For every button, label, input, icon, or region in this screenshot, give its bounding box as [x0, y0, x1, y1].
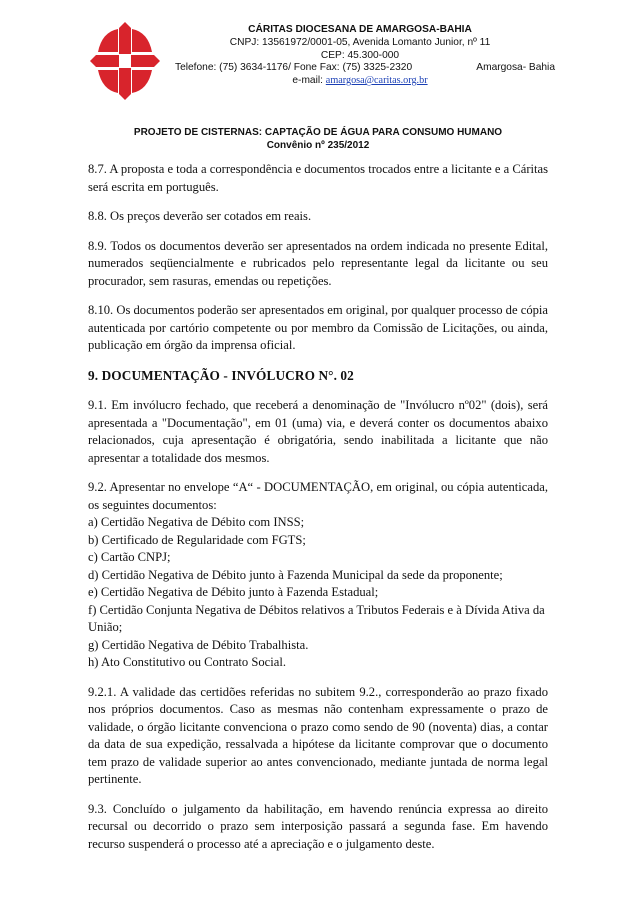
project-header: [88, 127, 548, 153]
project-title: PROJETO DE CISTERNAS: CAPTAÇÃO DE ÁGUA PARA CONSUMO HUMANO: [133, 127, 503, 138]
list-item-c: c) Cartão CNPJ;: [88, 550, 171, 564]
cnpj-address: CNPJ: 13561972/0001-05, Avenida Lomanto Junior, nº 11: [229, 36, 491, 48]
list-item-g: g) Certidão Negativa de Débito Trabalhista.: [88, 637, 309, 652]
list-item-a: a) Certidão Negativa de Débito com INSS;: [88, 515, 305, 529]
list-item-d: d) Certidão Negativa de Débito junto à Fazenda Municipal da sede da proponente;: [88, 567, 503, 582]
paragraph-8-9: 8.9. Todos os documentos deverão ser apresentados na ordem indicada no presente Edital, numerados seqüencialmente e rubricados pelo representante legal da licitante ou seu procurador, sem rasuras, emendas ou repetições.: [88, 238, 548, 288]
paragraph-9-2-1: 9.2.1. A validade das certidões referidas no subitem 9.2., corresponderão ao prazo fixado nos próprios documentos. Caso as mesmas não contenham expressamente o prazo de validade, o órgão licitante convenciona o prazo como sendo de 90 (noventa) dias, a contar da data de sua expedição, ressalvada a hipótese da licitante comprovar que o documento tem prazo de validade superior ao antes convencionado, mediante juntada de norma legal pertinente.: [88, 684, 548, 786]
letterhead: [165, 24, 555, 88]
paragraph-8-8: 8.8. Os preços deverão ser cotados em reais.: [88, 209, 312, 223]
paragraph-9-1: 9.1. Em invólucro fechado, que receberá a denominação de "Invólucro nº02" (dois), será apresentada a "Documentação", em 01 (uma) via, e deverá conter os documentos abaixo relacionados, cuja apresentação é obrigatória, sendo inabilitada a licitante que não apresentar a totalidade dos mesmos.: [88, 398, 548, 465]
phone-row: [165, 62, 555, 75]
convenio-number: Convênio nº 235/2012: [266, 139, 370, 151]
email-link[interactable]: amargosa@caritas.org.br: [325, 75, 428, 87]
list-item-e: e) Certidão Negativa de Débito junto à Fazenda Estadual;: [88, 585, 379, 599]
paragraph-9-2-intro: 9.2. Apresentar no envelope “A“ - DOCUMENTAÇÃO, em original, ou cópia autenticada, os seguintes documentos:: [88, 480, 548, 512]
list-item-h: h) Ato Constitutivo ou Contrato Social.: [88, 655, 287, 669]
paragraph-8-7: 8.7. A proposta e toda a correspondência e documentos trocados entre a licitante e a Cáritas será escrita em português.: [88, 162, 548, 194]
paragraph-9-3: 9.3. Concluído o julgamento da habilitação, em havendo renúncia expressa ao direito recursal ou decorrido o prazo sem interposição passará a segunda fase. Em havendo recurso suspenderá o processo até a apreciação e o julgamento deste.: [88, 801, 548, 851]
document-body: [88, 161, 548, 865]
list-item-f: f) Certidão Conjunta Negativa de Débitos relativos a Tributos Federais e à Dívida Ativa da União;: [88, 602, 545, 634]
organization-title: CÁRITAS DIOCESANA DE AMARGOSA-BAHIA: [248, 24, 472, 35]
city: Amargosa- Bahia: [476, 62, 555, 74]
paragraph-8-10: 8.10. Os documentos poderão ser apresentados em original, por qualquer processo de cópia autenticada por cartório competente ou por membro da Comissão de Licitações, ou ainda, publicação em órgão da imprensa oficial.: [88, 303, 548, 352]
email-row: [165, 75, 555, 88]
phone-numbers: Telefone: (75) 3634-1176/ Fone Fax: (75) 3325-2320: [175, 62, 413, 74]
cep: CEP: 45.300-000: [320, 49, 400, 61]
section-9-heading: 9. DOCUMENTAÇÃO - INVÓLUCRO N°. 02: [88, 367, 354, 383]
paragraph-9-2: [88, 479, 548, 672]
email-label: e-mail:: [292, 75, 326, 87]
list-item-b: b) Certificado de Regularidade com FGTS;: [88, 532, 306, 547]
caritas-logo: [88, 20, 162, 102]
